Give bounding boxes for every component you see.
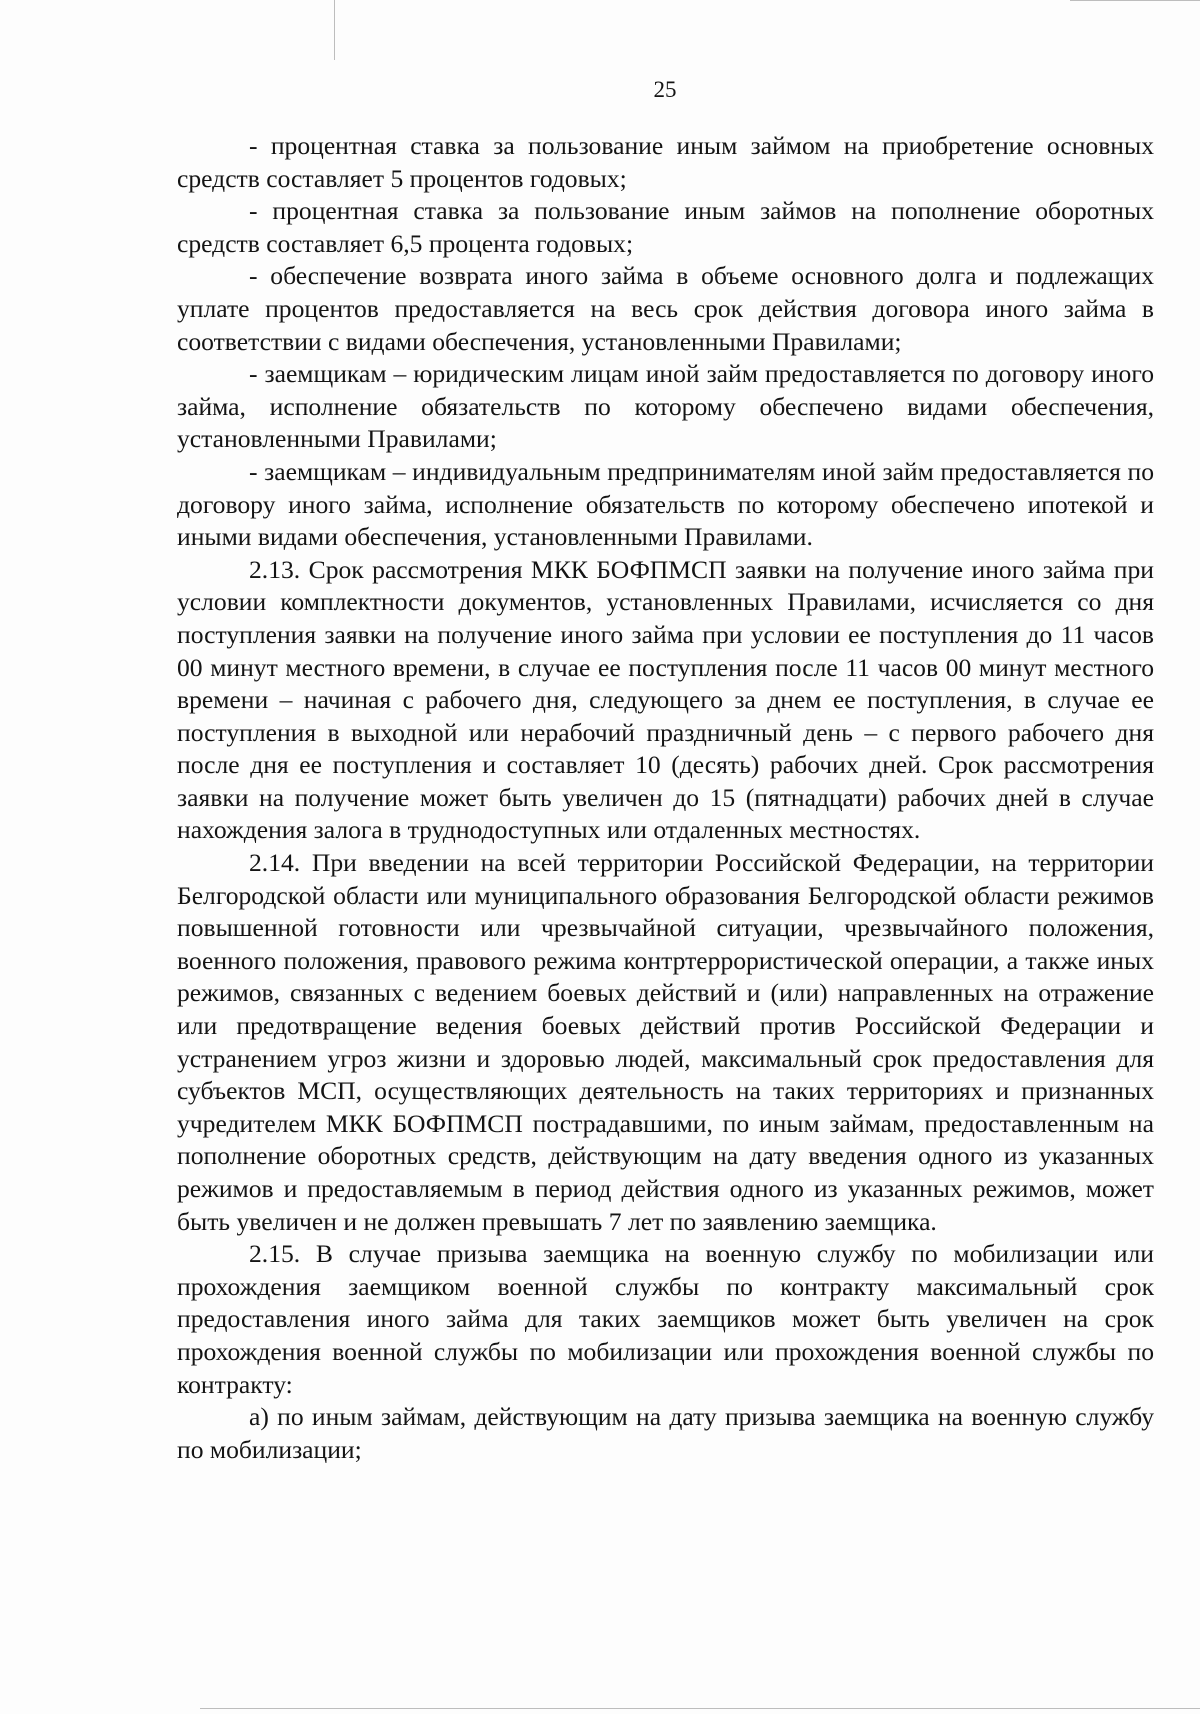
document-body [177, 130, 1154, 1466]
scan-edge-mark-bottom [200, 1708, 1200, 1709]
paragraph-clause-2-15: 2.15. В случае призыва заемщика на военную службу по мобилизации или прохождения заемщиком военной службы по контракту максимальный срок предоставления иного займа для таких заемщиков может быть увеличен на срок прохождения военной службы по мобилизации или прохождения военной службы по контракту: [177, 1239, 1154, 1399]
paragraph-interest-rate-working-capital: - процентная ставка за пользование иным займов на пополнение оборотных средств составляет 6,5 процента годовых; [177, 196, 1154, 258]
paragraph-interest-rate-fixed-assets: - процентная ставка за пользование иным займом на приобретение основных средств составляет 5 процентов годовых; [177, 131, 1154, 193]
page-number: 25 [653, 77, 677, 102]
scan-edge-mark-top [334, 0, 335, 60]
paragraph-clause-2-13: 2.13. Срок рассмотрения МКК БОФПМСП заявки на получение иного займа при условии комплектности документов, установленных Правилами, исчисляется со дня поступления заявки на получение иного займа при условии ее поступления до 11 часов 00 минут местного времени, в случае ее поступления после 11 часов 00 минут местного времени – начиная с рабочего дня, следующего за днем ее поступления, в случае ее поступления в выходной или нерабочий праздничный день – с первого рабочего дня после дня ее поступления и составляет 10 (десять) рабочих дней. Срок рассмотрения заявки на получение может быть увеличен до 15 (пятнадцати) рабочих дней в случае нахождения залога в труднодоступных или отдаленных местностях. [177, 554, 1154, 845]
paragraph-legal-entity-borrowers: - заемщикам – юридическим лицам иной займ предоставляется по договору иного займа, исполнение обязательств по которому обеспечено видами обеспечения, установленными Правилами; [177, 359, 1154, 454]
paragraph-entrepreneur-borrowers: - заемщикам – индивидуальным предпринимателям иной займ предоставляется по договору иного займа, исполнение обязательств по которому обеспечено ипотекой и иными видами обеспечения, установленными Правилами. [177, 456, 1154, 552]
paragraph-clause-2-14: 2.14. При введении на всей территории Российской Федерации, на территории Белгородской области или муниципального образования Белгородской области режимов повышенной готовности или чрезвычайной ситуации, чрезвычайного положения, военного положения, правового режима контртеррористической операции, а также иных режимов, связанных с ведением боевых действий и (или) направленных на отражение или предотвращение ведения боевых действий против Российской Федерации и устранением угроз жизни и здоровью людей, максимальный срок предоставления для субъектов МСП, осуществляющих деятельность на таких территориях и признанных учредителем МКК БОФПМСП пострадавшими, по иным займам, предоставленным на пополнение оборотных средств, действующим на дату введения одного из указанных режимов и предоставляемым в период действия одного из указанных режимов, может быть увеличен и не должен превышать 7 лет по заявлению заемщика. [177, 848, 1154, 1236]
paragraph-loan-security: - обеспечение возврата иного займа в объеме основного долга и подлежащих уплате процентов предоставляется на весь срок действия договора иного займа в соответствии с видами обеспечения, установленными Правилами; [177, 261, 1154, 356]
paragraph-clause-2-15-item-a: а) по иным займам, действующим на дату призыва заемщика на военную службу по мобилизации; [177, 1402, 1154, 1464]
scan-edge-mark-right-top [1070, 0, 1200, 1]
